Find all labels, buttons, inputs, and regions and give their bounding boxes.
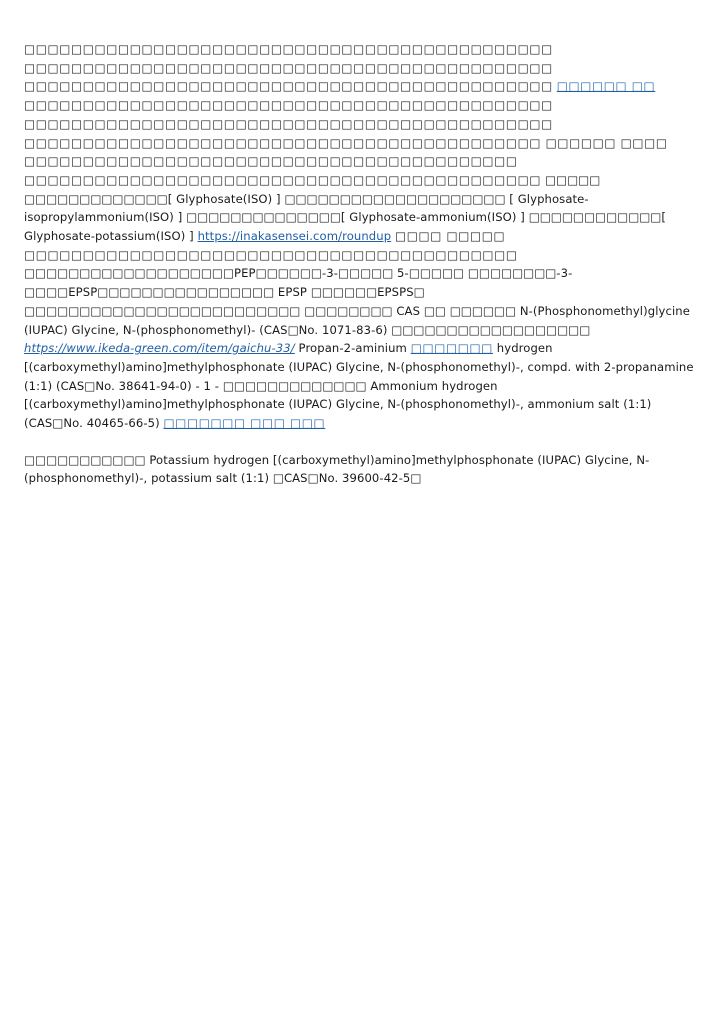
text-line: □□□□ □□□□□ □□□□□□□□□□□□□□□□□□□□□□□□□□□□□□□□□□□□□□□□□□ — [24, 229, 518, 262]
text-line: (IUPAC) Glycine, N-(phosphonomethyl)- (CAS□No. 1071-83-6) □□□□□□□□□□□□□□□□□□ — [24, 322, 591, 337]
text-line: □□□□□□□□□□□□□□□□□□□□□□□□□□□□□□□□□□□□□□□□□□□□□ — [24, 98, 553, 113]
paragraph-2 — [24, 451, 696, 488]
text-line: □□□□□□EPSPS□ □□□□□□□□□□□□□□□□□□□□□□□□□ □□□□□□□□ CAS □□ □□□□□□ N-(Phosphonomethyl)glycine — [24, 285, 690, 318]
link-4[interactable]: □□□□□□□ — [410, 341, 493, 356]
link-5[interactable]: □□□□□□□ □□□ □□□ — [163, 416, 326, 431]
text-line: □□□□□□□□□□□□□□□□□□□□□□□□□□□□□□□□□□□□□□□□□□□□ □□□□□□ □□□□ — [24, 135, 668, 150]
text-line: □□□□□□□□□□□□□□[ Glyphosate-ammonium(ISO) ] □□□□□□□□□□□□[ Glyphosate-potassium(ISO) ] — [24, 210, 666, 244]
text-line: □□□□□□□□□□□□□□□□□□□□□□□□□□□□□□□□□□□□□□□□□□□□□ — [24, 116, 553, 131]
text-line: hydrogen [(carboxymethyl)amino]methylphosphonate (IUPAC) Glycine, N-(phosphonomethyl)-, compd. with 2-propanamine (1:1) (CAS□No. 38641-94-0) - 1 - □□□□□□□□□□□□□ Ammonium hydrogen [(carboxymethyl)amino]methylphosphonate (IUPAC) Glycine, N-(phosphonomethyl)-, ammonium salt (1:1) (CAS□No. 40465-66-5) — [24, 341, 694, 431]
document-page — [24, 40, 696, 488]
text-line: □□□□□□□□□□□□□□□□□□□□□□□□□□□□□□□□□□□□□□□□□□□□□ — [24, 42, 553, 56]
text-line: □□□□□ □□□□□□□□□□□□□[ Glyphosate(ISO) ] □□□□□□□□□□□□□□□□□□□□ [ Glyphosate-isopropylammonium(ISO) ] — [24, 172, 601, 225]
paragraph-1 — [24, 40, 696, 433]
text-line: □□□□□□□□□□□□□□□□□□□PEP□□□□□□-3-□□□□□ 5-□□□□□ □□□□□□□□-3-□□□□EPSP□□□□□□□□□□□□□□□□ EPSP — [24, 266, 573, 300]
paragraph-gap — [24, 433, 696, 451]
text-line: □□□□□□□□□□□□□□□□□□□□□□□□□□□□□□□□□□□□□□□□□□□□□ — [24, 60, 553, 75]
text-line: Propan-2-aminium — [294, 341, 411, 356]
link-ikeda-green[interactable]: https://www.ikeda-green.com/item/gaichu-33/ — [24, 341, 295, 356]
text-line: □□□□□□□□□□□ Potassium hydrogen [(carboxymethyl)amino]methylphosphonate (IUPAC) Glycine, N-(phosphonomethyl)-, potassium salt (1:1) □CAS□No. 39600-42-5□ — [24, 452, 650, 486]
text-line: □□□□□□□□□□□□□□□□□□□□□□□□□□□□□□□□□□□□□□□□□□□□□ — [24, 79, 553, 94]
link-1[interactable]: □□□□□□ □□ — [556, 79, 656, 94]
text-line: □□□□□□□□□□□□□□□□□□□□□□□□□□□□□□□□□□□□□□□□□□ □□□□□□□□□□□□□□□□□□□□□□□□□□□□□□□□□□□□□□□□□□□□ — [24, 154, 542, 187]
link-inakasensei[interactable]: https://inakasensei.com/roundup — [197, 229, 392, 244]
